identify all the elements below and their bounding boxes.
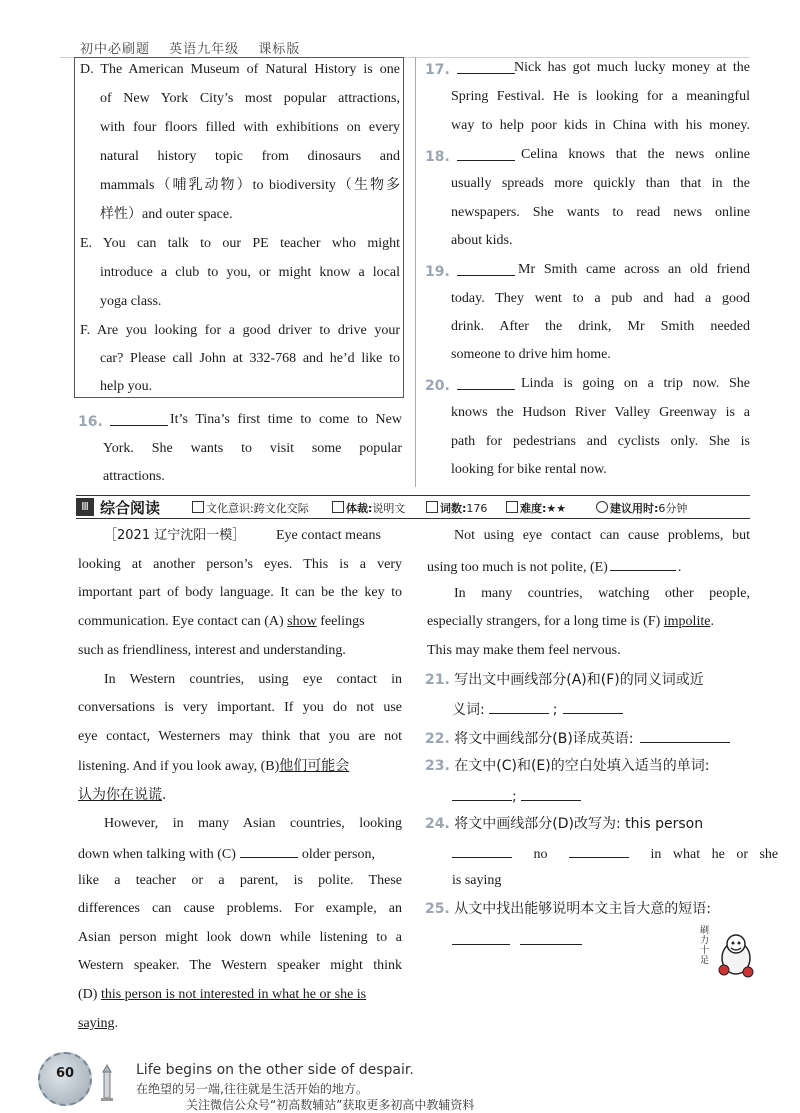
answer-blank[interactable] bbox=[569, 843, 629, 858]
question-19-text: today. They went to a pub and had a good bbox=[451, 291, 750, 306]
section-title: 综合阅读 bbox=[100, 499, 161, 517]
question-21-line2: 义词: ; bbox=[452, 699, 623, 719]
question-19-text: drink. After the drink, Mr Smith needed bbox=[451, 319, 750, 334]
question-23-line2: ; bbox=[452, 786, 581, 806]
answer-blank[interactable] bbox=[452, 786, 512, 801]
passage-text: down when talking with (C) older person, bbox=[78, 843, 375, 864]
question-18-text: Celina knows that the news online bbox=[521, 147, 750, 162]
question-20-text: knows the Hudson River Valley Greenway is a bbox=[451, 405, 750, 420]
passage-text: Asian person might look down while listening to a bbox=[78, 930, 402, 945]
question-16-text: It’s Tina’s first time to come to New bbox=[170, 412, 402, 427]
section-bar bbox=[76, 495, 750, 519]
book-icon bbox=[192, 501, 204, 513]
passage-text: especially strangers, for a long time is (F) impolite. bbox=[427, 614, 714, 629]
question-16 bbox=[78, 411, 178, 432]
question-number: 21. bbox=[425, 672, 450, 688]
option-d-line: natural history topic from dinosaurs and bbox=[100, 149, 400, 164]
lighthouse-icon bbox=[98, 1062, 116, 1102]
column-divider bbox=[415, 57, 416, 487]
underlined-d: this person is not interested in what he or she is bbox=[100, 987, 367, 1002]
passage-text: saying. bbox=[78, 1016, 119, 1031]
question-number: 17. bbox=[425, 62, 450, 78]
question-number: 20. bbox=[425, 378, 450, 394]
question-17-text: Spring Festival. He is looking for a meaningful bbox=[451, 89, 750, 104]
pen-icon bbox=[426, 501, 438, 513]
option-f-line: F. Are you looking for a good driver to drive your bbox=[80, 323, 400, 338]
options-box bbox=[74, 57, 404, 398]
option-e-line: E. You can talk to our PE teacher who might bbox=[80, 236, 400, 251]
question-25: 25. 从文中找出能够说明本文主旨大意的短语: bbox=[425, 901, 711, 917]
passage-text: important part of body language. It can be the key to bbox=[78, 585, 402, 600]
question-19-text: someone to drive him home. bbox=[451, 347, 611, 362]
passage-text: Not using eye contact can cause problems, but bbox=[454, 528, 750, 543]
underlined-a: show bbox=[287, 614, 317, 629]
question-24-line2: no in what he or she bbox=[452, 843, 778, 864]
question-18 bbox=[425, 146, 521, 167]
answer-blank[interactable] bbox=[563, 699, 623, 714]
option-f-line: car? Please call John at 332-768 and he’d like to bbox=[100, 351, 400, 366]
passage-text: Western speaker. The Western speaker might think bbox=[78, 958, 402, 973]
question-24-line3: is saying bbox=[452, 873, 502, 888]
question-number: 18. bbox=[425, 149, 450, 165]
question-25-line2 bbox=[452, 930, 582, 951]
header-edition: 课标版 bbox=[258, 42, 301, 57]
option-d-line: D. The American Museum of Natural History is one bbox=[80, 62, 400, 77]
answer-blank[interactable] bbox=[452, 930, 510, 945]
passage-text: looking at another person’s eyes. This is a very bbox=[78, 557, 402, 572]
passage-text: conversations is very important. If you do not use bbox=[78, 700, 402, 715]
section-number-badge: Ⅲ bbox=[76, 498, 94, 516]
question-number: 22. bbox=[425, 731, 450, 747]
option-d-line: mammals（哺乳动物）to biodiversity（生物多 bbox=[100, 178, 400, 193]
question-17-text: Nick has got much lucky money at the bbox=[514, 60, 750, 75]
document-icon bbox=[332, 501, 344, 513]
question-18-text: usually spreads more quickly than that in the bbox=[451, 176, 750, 191]
option-d-line: of New York City’s most popular attractions, bbox=[100, 91, 400, 106]
question-17 bbox=[425, 59, 521, 80]
question-number: 25. bbox=[425, 901, 450, 917]
answer-blank[interactable] bbox=[520, 930, 582, 945]
question-16-text: attractions. bbox=[103, 469, 165, 484]
chart-icon bbox=[506, 501, 518, 513]
section-time: 建议用时:6分钟 bbox=[596, 500, 687, 516]
passage-text: such as friendliness, interest and understanding. bbox=[78, 643, 346, 658]
option-e-line: yoga class. bbox=[100, 294, 162, 309]
answer-blank[interactable] bbox=[457, 375, 515, 390]
passage-text: Eye contact means bbox=[276, 528, 381, 543]
answer-blank[interactable] bbox=[457, 261, 515, 276]
passage-text: listening. And if you look away, (B)他们可能会 bbox=[78, 758, 350, 774]
answer-blank[interactable] bbox=[640, 728, 730, 743]
question-number: 19. bbox=[425, 264, 450, 280]
underlined-b: 认为你在说谎 bbox=[78, 787, 162, 803]
section-difficulty: 难度:★★ bbox=[506, 500, 566, 516]
answer-blank[interactable] bbox=[457, 59, 515, 74]
question-19 bbox=[425, 261, 521, 282]
answer-blank[interactable] bbox=[457, 146, 515, 161]
header-subject: 英语九年级 bbox=[169, 42, 240, 57]
option-f-line: help you. bbox=[100, 379, 153, 394]
question-24: 24. 将文中画线部分(D)改写为: this person bbox=[425, 816, 704, 832]
header-series: 初中必刷题 bbox=[80, 42, 151, 57]
passage-text: (D) this person is not interested in what he or she is bbox=[78, 987, 367, 1002]
underlined-f: impolite bbox=[663, 614, 711, 629]
answer-blank[interactable] bbox=[452, 843, 512, 858]
question-number: 23. bbox=[425, 758, 450, 774]
question-20-text: path for pedestrians and cyclists only. She is bbox=[451, 434, 750, 449]
page-number: 60 bbox=[55, 1066, 75, 1081]
question-18-text: newspapers. She wants to read news online bbox=[451, 205, 750, 220]
passage-text: 认为你在说谎. bbox=[78, 787, 167, 803]
question-17-text: way to help poor kids in China with his money. bbox=[451, 118, 750, 133]
question-22: 22. 将文中画线部分(B)译成英语: bbox=[425, 728, 730, 748]
answer-blank[interactable] bbox=[489, 699, 549, 714]
passage-source: ［2021 辽宁沈阳一模］ bbox=[104, 528, 246, 543]
section-culture: 文化意识:跨文化交际 bbox=[192, 500, 309, 516]
passage-text: differences can cause problems. For example, an bbox=[78, 901, 402, 916]
section-genre: 体裁:说明文 bbox=[332, 500, 405, 516]
passage-text: like a teacher or a parent, is polite. These bbox=[78, 873, 402, 888]
question-20-text: looking for bike rental now. bbox=[451, 462, 607, 477]
section-words: 词数:176 bbox=[426, 500, 487, 516]
question-number: 16. bbox=[78, 414, 103, 430]
answer-blank-c[interactable] bbox=[240, 843, 298, 858]
clock-icon bbox=[596, 501, 608, 513]
answer-blank[interactable] bbox=[110, 411, 168, 426]
question-number: 24. bbox=[425, 816, 450, 832]
underlined-d: saying bbox=[78, 1016, 115, 1031]
footer-quote: Life begins on the other side of despair. bbox=[136, 1062, 414, 1078]
passage-text: communication. Eye contact can (A) show feelings bbox=[78, 614, 365, 629]
passage-text: In many countries, watching other people, bbox=[454, 586, 750, 601]
question-19-text: Mr Smith came across an old friend bbox=[518, 262, 750, 277]
passage-text: This may make them feel nervous. bbox=[427, 643, 621, 658]
question-20-text: Linda is going on a trip now. She bbox=[521, 376, 750, 391]
underlined-b: 他们可能会 bbox=[279, 758, 350, 774]
passage-text: However, in many Asian countries, looking bbox=[104, 816, 402, 831]
option-e-line: introduce a club to you, or might know a local bbox=[100, 265, 400, 280]
page-header bbox=[80, 38, 314, 57]
question-16-text: York. She wants to visit some popular bbox=[103, 441, 402, 456]
answer-blank-e[interactable] bbox=[610, 556, 676, 571]
passage-text: eye contact, Westerners may think that you are not bbox=[78, 729, 402, 744]
footer-quote-translation: 在绝望的另一端,往往就是生活开始的地方。 bbox=[136, 1082, 368, 1096]
mascot-caption: 刷力十足 bbox=[700, 926, 710, 966]
question-23: 23. 在文中(C)和(E)的空白处填入适当的单词: bbox=[425, 758, 710, 774]
passage-text: In Western countries, using eye contact in bbox=[104, 672, 402, 687]
answer-blank[interactable] bbox=[521, 786, 581, 801]
question-18-text: about kids. bbox=[451, 233, 513, 248]
option-d-line: with four floors filled with exhibitions on every bbox=[100, 120, 400, 135]
question-21: 21. 写出文中画线部分(A)和(F)的同义词或近 bbox=[425, 672, 704, 688]
option-d-line: 样性）and outer space. bbox=[100, 207, 233, 222]
passage-text: using too much is not polite, (E) . bbox=[427, 556, 681, 577]
footer-promo: 关注微信公众号“初高数辅站”获取更多初高中教辅资料 bbox=[186, 1098, 475, 1112]
question-20 bbox=[425, 375, 521, 396]
